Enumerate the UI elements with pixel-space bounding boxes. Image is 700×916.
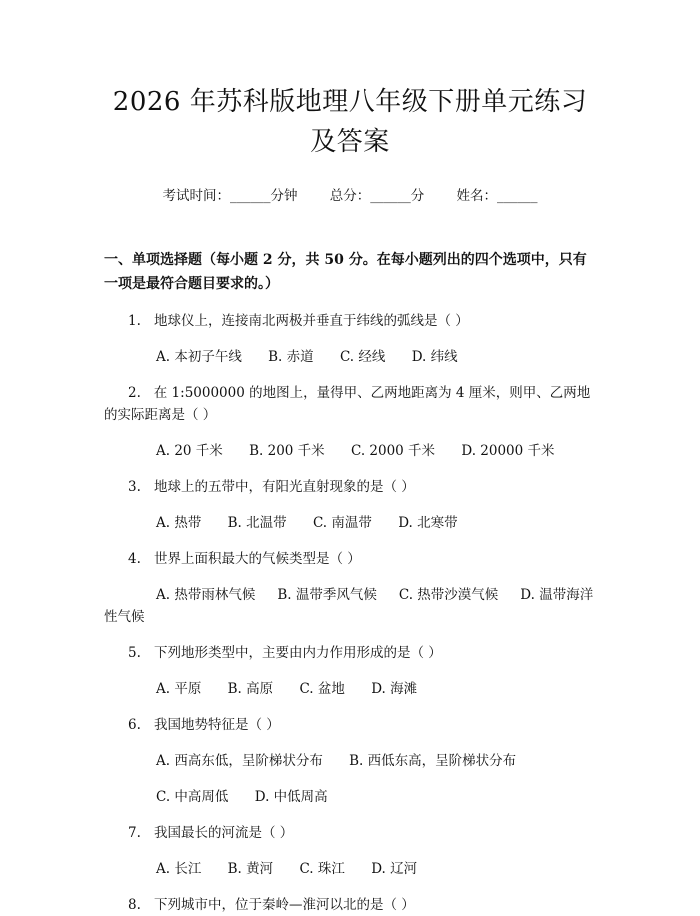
- options-7: [104, 858, 596, 880]
- option-d: D. 中低周高: [254, 789, 328, 805]
- total-score-field: 总分：______分: [329, 188, 425, 204]
- option-d: D. 海滩: [371, 681, 418, 697]
- question-number: 8.: [128, 897, 141, 913]
- question-text: 地球仪上，连接南北两极并垂直于纬线的弧线是（ ）: [154, 313, 469, 329]
- question-number: 5.: [128, 645, 141, 661]
- question-text: 我国最长的河流是（ ）: [154, 825, 294, 841]
- question-7: [104, 822, 596, 844]
- option-a: A. 平原: [156, 681, 202, 697]
- option-b: B. 北温带: [227, 515, 287, 531]
- name-field: 姓名：______: [456, 188, 538, 204]
- option-c: C. 珠江: [299, 861, 345, 877]
- question-1: [104, 310, 596, 332]
- exam-time-field: 考试时间：______分钟: [162, 188, 298, 204]
- option-d: D. 纬线: [411, 349, 458, 365]
- question-number: 2.: [128, 385, 141, 401]
- question-number: 1.: [128, 313, 141, 329]
- question-3: [104, 476, 596, 498]
- question-text: 下列城市中，位于秦岭—淮河以北的是（ ）: [154, 897, 415, 913]
- question-number: 6.: [128, 717, 141, 733]
- question-text: 下列地形类型中，主要由内力作用形成的是（ ）: [154, 645, 442, 661]
- question-text: 地球上的五带中，有阳光直射现象的是（ ）: [154, 479, 415, 495]
- section-heading: 一、单项选择题（每小题 2 分，共 50 分。在每小题列出的四个选项中，只有一项是最符合题目要求的。）: [104, 252, 587, 292]
- option-d: D. 20000 千米: [461, 443, 555, 459]
- option-c: C. 盆地: [299, 681, 345, 697]
- option-c: C. 南温带: [312, 515, 372, 531]
- question-2: [104, 382, 596, 426]
- option-c: C. 经线: [339, 349, 386, 365]
- option-b: B. 温带季风气候: [277, 587, 377, 603]
- option-b: B. 赤道: [268, 349, 314, 365]
- options-1: [104, 346, 596, 368]
- question-4: [104, 548, 596, 570]
- option-a: A. 长江: [156, 861, 202, 877]
- option-d: D. 温带海洋性气候: [104, 587, 594, 625]
- option-a: A. 本初子午线: [156, 349, 242, 365]
- page-title: 2026 年苏科版地理八年级下册单元练习及答案: [112, 87, 588, 157]
- question-text: 我国地势特征是（ ）: [154, 717, 280, 733]
- option-a: A. 西高东低，呈阶梯状分布: [156, 753, 323, 769]
- options-5: [104, 678, 596, 700]
- question-text: 世界上面积最大的气候类型是（ ）: [154, 551, 361, 567]
- question-6: [104, 714, 596, 736]
- option-a: A. 20 千米: [156, 443, 223, 459]
- option-c: C. 2000 千米: [350, 443, 436, 459]
- options-6-row-2: [104, 786, 596, 808]
- option-b: B. 高原: [227, 681, 274, 697]
- question-5: [104, 642, 596, 664]
- option-c: C. 中高周低: [156, 789, 229, 805]
- option-b: B. 200 千米: [249, 443, 325, 459]
- option-b: B. 黄河: [227, 861, 274, 877]
- question-number: 7.: [128, 825, 141, 841]
- options-4: [104, 584, 596, 628]
- question-number: 3.: [128, 479, 141, 495]
- option-d: D. 辽河: [371, 861, 418, 877]
- option-a: A. 热带雨林气候: [156, 587, 256, 603]
- option-a: A. 热带: [156, 515, 202, 531]
- options-6-row-1: [104, 750, 596, 772]
- question-text: 在 1:5000000 的地图上，量得甲、乙两地距离为 4 厘米，则甲、乙两地的实际距离是（ ）: [104, 385, 591, 423]
- options-3: [104, 512, 596, 534]
- option-d: D. 北寒带: [398, 515, 458, 531]
- option-c: C. 热带沙漠气候: [398, 587, 499, 603]
- question-number: 4.: [128, 551, 141, 567]
- question-8: [104, 894, 596, 916]
- option-b: B. 西低东高，呈阶梯状分布: [349, 753, 517, 769]
- options-2: [104, 440, 596, 462]
- exam-info: [104, 186, 596, 206]
